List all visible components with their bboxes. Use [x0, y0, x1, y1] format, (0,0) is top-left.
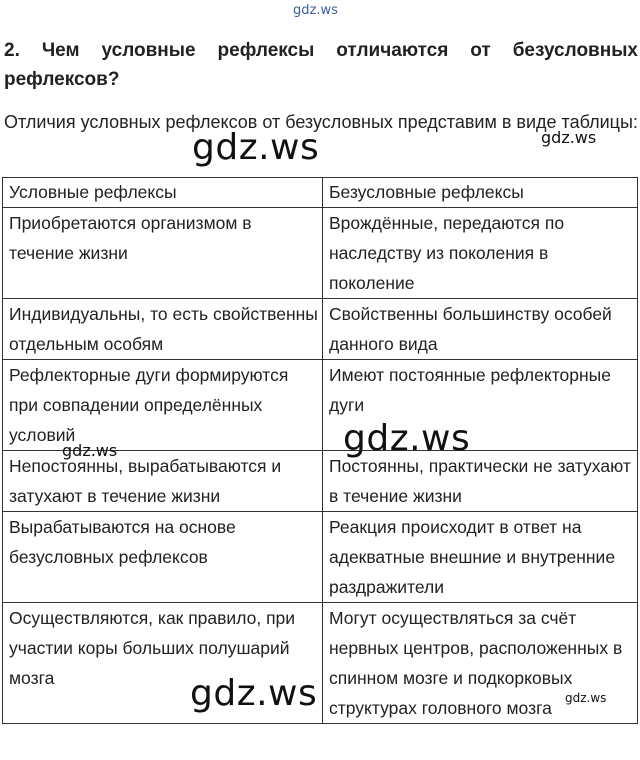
watermark-large: gdz.ws: [190, 673, 318, 714]
cell-conditioned: Непостоянны, вырабатываются и затухают в течение жизни: [3, 451, 323, 512]
watermark-tiny: gdz.ws: [565, 691, 607, 705]
watermark-small: gdz.ws: [62, 441, 118, 460]
watermark-large: gdz.ws: [192, 127, 320, 168]
cell-unconditioned: Свойственны большинству особей данного вида: [323, 299, 638, 360]
question-title: 2. Чем условные рефлексы отличаются от безусловных рефлексов?: [4, 40, 638, 90]
cell-unconditioned: Имеют постоянные рефлекторные дуги: [323, 360, 638, 451]
cell-conditioned: Осуществляются, как правило, при участии коры больших полушарий мозга: [3, 603, 323, 724]
intro-paragraph: Отличия условных рефлексов от безусловных представим в виде таблицы:: [4, 112, 638, 132]
cell-unconditioned: Реакция происходит в ответ на адекватные внешние и внутренние раздражители: [323, 512, 638, 603]
header-cell-conditioned: Условные рефлексы: [3, 178, 323, 208]
cell-conditioned: Индивидуальны, то есть свойственны отдельным особям: [3, 299, 323, 360]
cell-conditioned: Рефлекторные дуги формируются при совпадении определённых условий: [3, 360, 323, 451]
watermark-top: gdz.ws: [293, 3, 338, 18]
cell-unconditioned: Могут осуществляться за счёт нервных центров, расположенных в спинном мозге и подкорковых структурах головного мозга: [323, 603, 638, 724]
table-row: [3, 208, 638, 299]
cell-conditioned: Приобретаются организмом в течение жизни: [3, 208, 323, 299]
cell-conditioned: Вырабатываются на основе безусловных рефлексов: [3, 512, 323, 603]
table-row: [3, 603, 638, 724]
header-cell-unconditioned: Безусловные рефлексы: [323, 178, 638, 208]
table-row: [3, 299, 638, 360]
cell-unconditioned: Врождённые, передаются по наследству из поколения в поколение: [323, 208, 638, 299]
table-header-row: [3, 178, 638, 208]
watermark-small: gdz.ws: [541, 128, 597, 147]
table-row: [3, 512, 638, 603]
table-row: [3, 360, 638, 451]
cell-unconditioned: Постоянны, практически не затухают в течение жизни: [323, 451, 638, 512]
watermark-large: gdz.ws: [343, 418, 471, 459]
